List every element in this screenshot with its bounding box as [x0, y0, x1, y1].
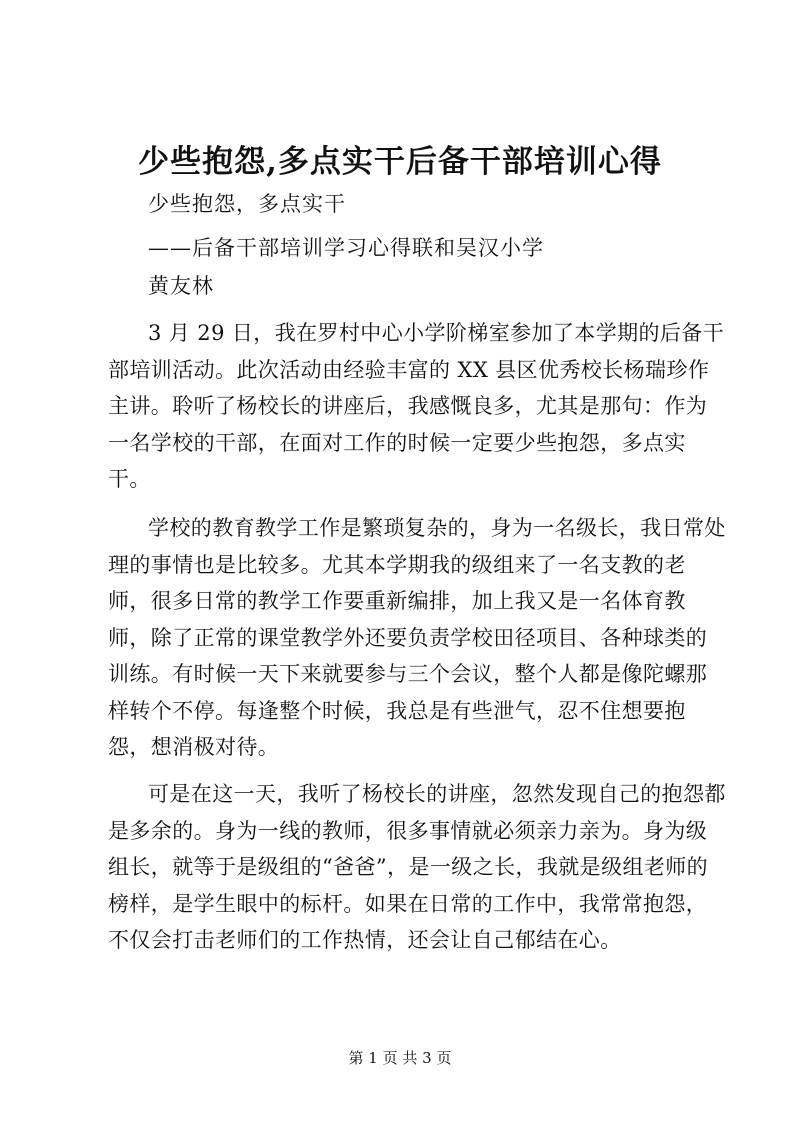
paragraph-3-text: 可是在这一天，我听了杨校长的讲座，忽然发现自己的抱怨都是多余的。身为一线的教师，很多事情就必须亲力亲为。身为级组长，就等于是级组的“爸爸”，是一级之长，我就是级组老师的榜样，是学生眼中的标杆。如果在日常的工作中，我常常抱怨，不仅会打击老师们的工作热情，还会让自己郁结在心。 [108, 782, 726, 952]
document-byline: ——后备干部培训学习心得联和吴汉小学 [148, 236, 544, 260]
page-footer: 第 1 页 共 3 页 [348, 1049, 452, 1067]
paragraph-1 [108, 315, 728, 498]
paragraph-1-text: 3 月 29 日，我在罗村中心小学阶梯室参加了本学期的后备干部培训活动。此次活动由经验丰富的 XX 县区优秀校长杨瑞珍作主讲。聆听了杨校长的讲座后，我感慨良多，尤其是那句：作为一名学校的干部，在面对工作的时候一定要少些抱怨，多点实干。 [108, 321, 725, 491]
document-subtitle: 少些抱怨，多点实干 [148, 192, 346, 216]
paragraph-2-text: 学校的教育教学工作是繁琐复杂的，身为一名级长，我日常处理的事情也是比较多。尤其本学期我的级组来了一名支教的老师，很多日常的教学工作要重新编排，加上我又是一名体育教师，除了正常的课堂教学外还要负责学校田径项目、各种球类的训练。有时候一天下来就要参与三个会议，整个人都是像陀螺那样转个不停。每逢整个时候，我总是有些泄气，忍不住想要抱怨，想消极对待。 [108, 516, 726, 759]
document-title: 少些抱怨,多点实干后备干部培训心得 [138, 144, 662, 180]
paragraph-3 [108, 776, 728, 959]
document-author: 黄友林 [148, 274, 214, 298]
paragraph-2 [108, 510, 728, 766]
